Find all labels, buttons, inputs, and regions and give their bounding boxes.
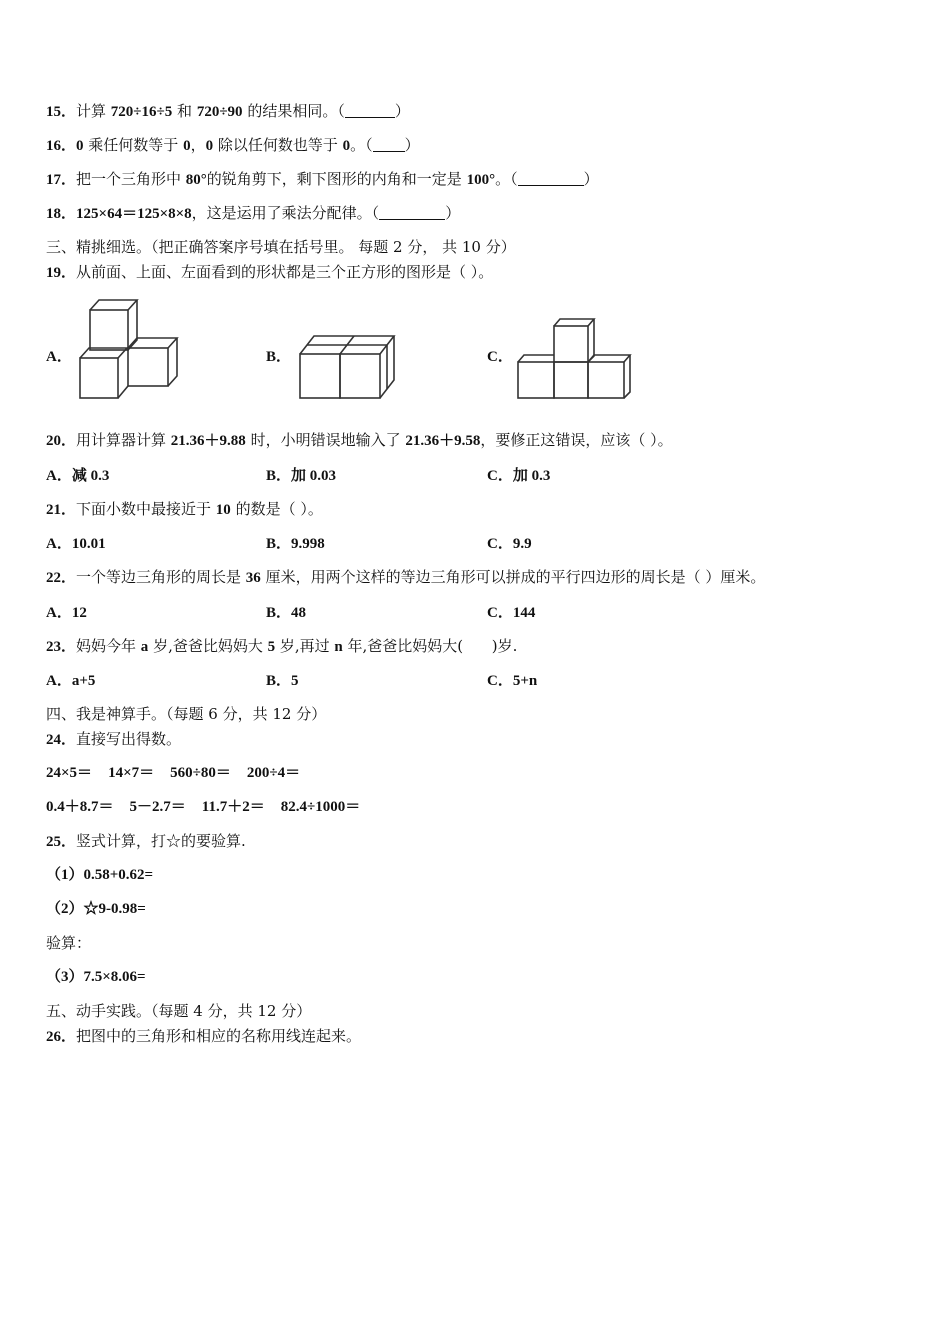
q21-option-a[interactable]: A．10.01 <box>46 536 106 552</box>
question-20: 20．用计算器计算 21.36＋9.88 时，小明错误地输入了 21.36＋9.58，要修正这错误，应该（ ）。 <box>46 431 673 449</box>
question-21: 21．下面小数中最接近于 10 的数是（ ）。 <box>46 500 323 518</box>
option-b-label[interactable]: B． <box>266 349 292 365</box>
q23-option-b[interactable]: B．5 <box>266 673 299 689</box>
question-24: 24．直接写出得数。 <box>46 730 182 748</box>
cube-figure-a <box>76 296 186 400</box>
question-23: 23．妈妈今年 a 岁,爸爸比妈妈大 5 岁,再过 n 年,爸爸比妈妈大( )岁. <box>46 637 518 655</box>
question-16: 16．0 乘任何数等于 0，0 除以任何数也等于 0。（ ） <box>46 136 420 154</box>
answer-blank[interactable] <box>373 137 405 152</box>
question-17: 17．把一个三角形中 80°的锐角剪下，剩下图形的内角和一定是 100°。（ ） <box>46 170 599 188</box>
q22-option-b[interactable]: B．48 <box>266 605 307 621</box>
q22-option-a[interactable]: A．12 <box>46 605 87 621</box>
section-5-title: 五、动手实践。（每题 4 分，共 12 分） <box>46 1002 312 1020</box>
q22-option-c[interactable]: C．144 <box>487 605 536 621</box>
question-18: 18．125×64＝125×8×8，这是运用了乘法分配律。（ ） <box>46 204 461 222</box>
question-25: 25．竖式计算，打☆的要验算. <box>46 832 246 850</box>
q21-option-b[interactable]: B．9.998 <box>266 536 325 552</box>
question-19: 19．从前面、上面、左面看到的形状都是三个正方形的图形是（ ）。 <box>46 263 494 281</box>
answer-blank[interactable] <box>345 103 395 118</box>
calc-item-2: （2）☆9-0.98= <box>46 901 146 917</box>
question-22: 22．一个等边三角形的周长是 36 厘米，用两个这样的等边三角形可以拼成的平行四边形的周长是（ ）厘米。 <box>46 568 766 586</box>
q20-option-c[interactable]: C．加 0.3 <box>487 468 551 484</box>
section-4-title: 四、我是神算手。（每题 6 分，共 12 分） <box>46 705 327 723</box>
calc-item-3: （3）7.5×8.06= <box>46 969 146 985</box>
calc-row-1: 24×5＝ 14×7＝ 560÷80＝ 200÷4＝ <box>46 765 301 781</box>
option-a-label[interactable]: A． <box>46 349 72 365</box>
question-26: 26．把图中的三角形和相应的名称用线连起来。 <box>46 1027 362 1045</box>
cube-figure-b <box>296 332 406 402</box>
question-15: 15．计算 720÷16÷5 和 720÷90 的结果相同。（ ） <box>46 102 410 120</box>
option-c-label[interactable]: C． <box>487 349 513 365</box>
q23-option-c[interactable]: C．5+n <box>487 673 538 689</box>
cube-figure-c <box>514 316 638 402</box>
check-label: 验算： <box>46 934 92 952</box>
section-3-title: 三、精挑细选。（把正确答案序号填在括号里。 每题 2 分， 共 10 分） <box>46 238 516 256</box>
calc-row-2: 0.4＋8.7＝ 5－2.7＝ 11.7＋2＝ 82.4÷1000＝ <box>46 799 361 815</box>
q21-option-c[interactable]: C．9.9 <box>487 536 532 552</box>
q23-option-a[interactable]: A．a+5 <box>46 673 96 689</box>
q20-option-b[interactable]: B．加 0.03 <box>266 468 337 484</box>
calc-item-1: （1）0.58+0.62= <box>46 867 154 883</box>
answer-blank[interactable] <box>518 171 584 186</box>
answer-blank[interactable] <box>379 205 445 220</box>
q20-option-a[interactable]: A．减 0.3 <box>46 468 110 484</box>
